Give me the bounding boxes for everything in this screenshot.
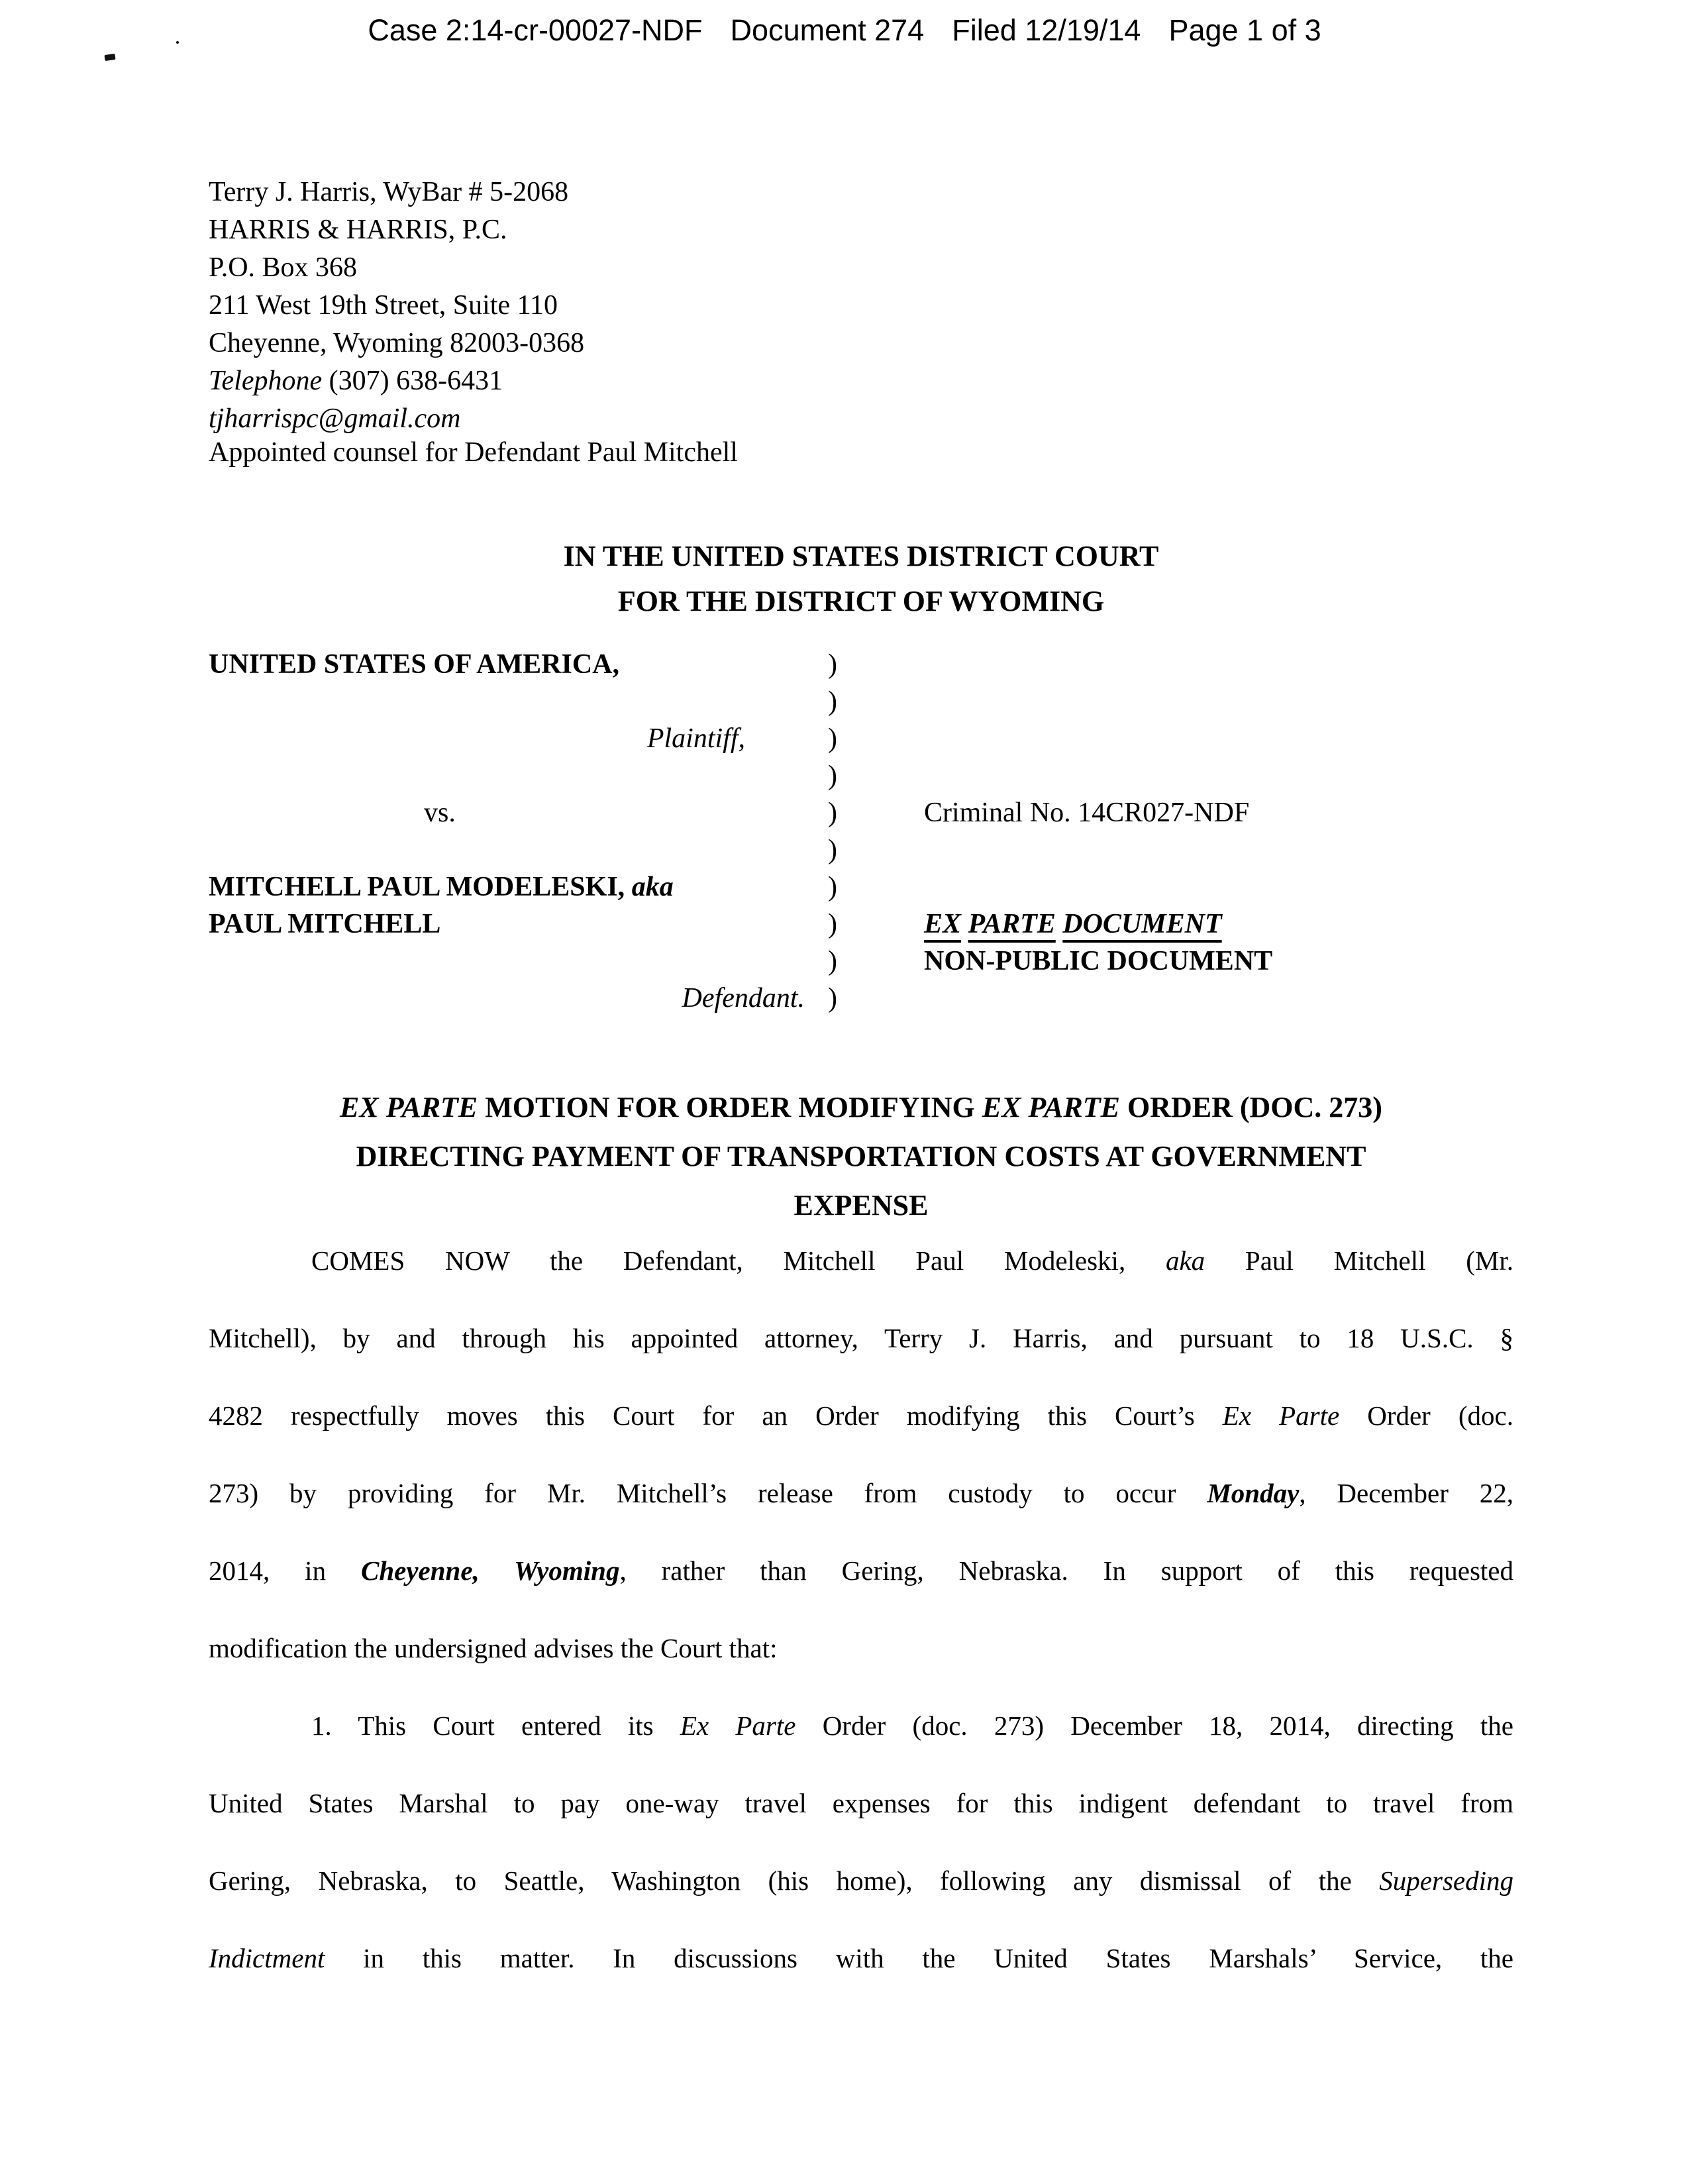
body-p2-line-4: Indictment in this matter. In discussions with the United States Marshals’ Service, the: [209, 1943, 1513, 1973]
caption-row: [209, 646, 1513, 683]
ecf-header-stamp: [0, 13, 1689, 48]
ex-parte-document-label: EX PARTE DOCUMENT: [924, 909, 1222, 939]
body-p2-line-3: Gering, Nebraska, to Seattle, Washington (his home), following any dismissal of the Superseding: [209, 1865, 1513, 1896]
caption-paren: ): [828, 835, 837, 865]
criminal-case-number: Criminal No. 14CR027-NDF: [924, 798, 1250, 828]
non-public-document-label: NON-PUBLIC DOCUMENT: [924, 946, 1273, 976]
case-number: Case 2:14-cr-00027-NDF: [368, 13, 703, 47]
caption-paren: ): [828, 798, 837, 828]
telephone-line: Telephone (307) 638-6431: [209, 366, 503, 396]
defendant-label: Defendant.: [682, 983, 805, 1014]
caption-paren: ): [828, 909, 837, 939]
attorney-block: [209, 174, 584, 438]
caption-paren: ): [828, 723, 837, 754]
caption-row: [209, 794, 1513, 831]
plaintiff-name: UNITED STATES OF AMERICA,: [209, 649, 619, 680]
defendant-name-line-1: MITCHELL PAUL MODELESKI, aka: [209, 872, 674, 902]
body-p1-line-2: Mitchell), by and through his appointed attorney, Terry J. Harris, and pursuant to 18 U.S.C. §: [209, 1323, 1513, 1353]
caption-row: [209, 757, 1513, 794]
caption-row: [209, 906, 1513, 943]
court-district-line: FOR THE DISTRICT OF WYOMING: [617, 585, 1105, 617]
motion-title-line-3: EXPENSE: [793, 1189, 929, 1222]
caption-row: [209, 831, 1513, 868]
email-line: tjharrispc@gmail.com: [209, 403, 461, 434]
case-caption: [209, 646, 1513, 1017]
caption-row: [209, 868, 1513, 906]
filed-date: Filed 12/19/14: [952, 13, 1141, 47]
caption-paren: ): [828, 686, 837, 717]
caption-paren: ): [828, 872, 837, 902]
defendant-name-line-2: PAUL MITCHELL: [209, 909, 441, 939]
motion-title-line-1: EX PARTE MOTION FOR ORDER MODIFYING EX PARTE ORDER (DOC. 273): [340, 1091, 1382, 1123]
plaintiff-label: Plaintiff,: [646, 723, 745, 754]
page-number: Page 1 of 3: [1168, 13, 1321, 47]
firm-name-line: HARRIS & HARRIS, P.C.: [209, 215, 507, 245]
body-p1-line-1: COMES NOW the Defendant, Mitchell Paul Modeleski, aka Paul Mitchell (Mr.: [311, 1245, 1513, 1276]
caption-row: [209, 683, 1513, 720]
attorney-name-line: Terry J. Harris, WyBar # 5-2068: [209, 177, 569, 207]
body-p2-line-2: United States Marshal to pay one-way travel expenses for this indigent defendant to travel from: [209, 1788, 1513, 1818]
body-p1-line-4: 273) by providing for Mr. Mitchell’s release from custody to occur Monday, December 22,: [209, 1478, 1513, 1508]
body-p2-line-1: 1. This Court entered its Ex Parte Order (doc. 273) December 18, 2014, directing the: [311, 1710, 1513, 1741]
court-name-line: IN THE UNITED STATES DISTRICT COURT: [563, 540, 1159, 572]
city-state-zip-line: Cheyenne, Wyoming 82003-0368: [209, 328, 585, 358]
court-heading: [209, 534, 1513, 624]
motion-title: [209, 1083, 1513, 1230]
body-p1-line-5: 2014, in Cheyenne, Wyoming, rather than Gering, Nebraska. In support of this requested: [209, 1555, 1513, 1586]
caption-row: [209, 980, 1513, 1017]
scan-artifact-blob: [104, 54, 115, 61]
motion-title-line-2: DIRECTING PAYMENT OF TRANSPORTATION COSTS AT GOVERNMENT: [356, 1140, 1366, 1172]
street-address-line: 211 West 19th Street, Suite 110: [209, 290, 558, 321]
po-box-line: P.O. Box 368: [209, 252, 358, 283]
document-number: Document 274: [730, 13, 925, 47]
motion-body: [209, 1222, 1513, 1997]
caption-paren: ): [828, 983, 837, 1014]
body-p1-line-3: 4282 respectfully moves this Court for an Order modifying this Court’s Ex Parte Order (doc.: [209, 1400, 1513, 1431]
body-p1-line-6: modification the undersigned advises the Court that:: [209, 1633, 778, 1663]
caption-paren: ): [828, 649, 837, 680]
caption-row: [209, 720, 1513, 757]
caption-row: [209, 943, 1513, 980]
versus-label: vs.: [424, 798, 456, 828]
appointed-counsel-line: Appointed counsel for Defendant Paul Mitchell: [209, 437, 738, 468]
caption-paren: ): [828, 760, 837, 791]
caption-paren: ): [828, 946, 837, 976]
